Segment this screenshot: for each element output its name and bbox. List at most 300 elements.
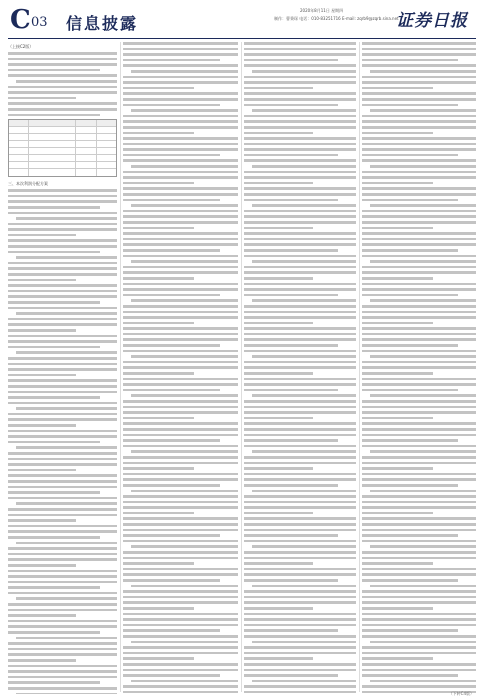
column-divider [359,42,360,692]
table-cell [29,141,76,147]
text-line [8,592,117,595]
text-line [8,97,76,100]
text-line [244,132,313,135]
text-line [131,450,238,453]
text-line [244,182,313,185]
text-line [370,355,476,358]
text-line [16,407,117,410]
text-line [244,126,356,129]
text-line [8,295,117,298]
text-line [244,613,356,616]
text-line [252,450,356,453]
text-line [123,120,238,123]
text-line [370,394,476,397]
text-line [131,355,238,358]
text-line [123,428,238,431]
text-line [244,143,356,146]
section-title: 信息披露 [66,14,139,33]
text-line [362,568,476,571]
column-divider [241,42,242,692]
text-line [244,87,313,90]
text-line [8,497,117,500]
text-line [123,366,238,369]
text-line [123,590,238,593]
text-line [123,557,238,560]
text-line [8,575,117,578]
text-line [244,322,313,325]
text-line [244,411,356,414]
text-line [362,618,476,621]
text-line [123,137,238,140]
table-cell [97,155,116,161]
text-line [8,363,117,366]
table-row [9,127,116,134]
text-line [362,540,476,543]
text-line [362,148,476,151]
text-line [123,652,238,655]
text-line [244,624,356,627]
text-line [123,669,238,672]
table-cell [76,148,96,154]
text-line [123,249,220,252]
text-line [8,385,117,388]
text-line [362,238,476,241]
text-line [244,120,356,123]
text-line [362,316,476,319]
text-line [123,227,194,230]
text-line [244,378,356,381]
paragraph-lines [123,42,238,694]
text-line [123,635,238,638]
text-line [370,641,476,644]
text-line [16,597,117,600]
text-line [123,283,238,286]
text-column-2 [123,42,238,694]
text-line [16,256,117,259]
table-cell [76,127,96,133]
text-line [16,446,117,449]
table-cell [9,169,29,176]
text-line [362,473,476,476]
text-line [244,467,313,470]
text-line [123,115,238,118]
text-line [16,637,117,640]
text-line [244,590,356,593]
text-line [8,424,76,427]
section-code-number: 03 [31,15,48,30]
text-line [362,81,476,84]
text-line [123,327,238,330]
text-line [244,646,356,649]
text-line [362,484,458,487]
text-line [370,585,476,588]
text-line [8,69,100,72]
text-line [8,681,100,684]
text-line [244,445,356,448]
column-heading: 三、本次利润分配方案 [8,181,48,187]
text-line [8,195,117,198]
text-line [8,491,100,494]
text-line [362,657,433,660]
table-cell [97,127,116,133]
text-line [123,551,238,554]
text-line [370,299,476,302]
text-line [252,109,356,112]
text-line [244,171,356,174]
text-line [123,159,238,162]
text-line [123,607,194,610]
text-line [362,215,476,218]
text-line [370,70,476,73]
text-line [8,480,117,483]
text-line [362,366,476,369]
text-line [362,629,458,632]
text-line [8,570,117,573]
text-line [362,669,476,672]
text-line [8,458,117,461]
text-line [8,212,117,215]
table-cell [29,169,76,176]
text-line [123,316,238,319]
text-line [8,614,76,617]
text-line [8,586,100,589]
text-line [131,641,238,644]
text-line [362,646,476,649]
text-line [131,109,238,112]
text-line [8,508,117,511]
text-line [244,389,338,392]
text-line [8,670,117,673]
text-line [370,490,476,493]
text-line [362,422,476,425]
text-line [362,523,476,526]
text-line [123,523,238,526]
text-line [244,579,338,582]
text-line [362,517,476,520]
text-line [123,294,220,297]
table-cell [9,162,29,168]
text-line [244,350,356,353]
table-cell [29,162,76,168]
text-line [123,691,238,694]
text-line [244,495,356,498]
text-line [362,478,476,481]
text-line [362,159,476,162]
text-line [8,486,117,489]
text-line [244,674,338,677]
text-line [362,210,476,213]
table-cell [9,141,29,147]
table-row [9,141,116,148]
text-line [362,624,476,627]
text-line [362,271,476,274]
text-line [362,607,433,610]
text-column-3 [244,42,356,694]
text-line [362,534,458,537]
text-line [8,108,117,111]
text-line [362,171,476,174]
text-line [123,406,238,409]
text-line [362,596,476,599]
paragraph-lines [8,189,117,694]
text-line [8,357,117,360]
text-line [362,283,476,286]
text-line [362,406,476,409]
text-line [244,64,356,67]
text-line [8,452,117,455]
text-line [362,417,433,420]
text-line [123,685,238,688]
text-line [123,81,238,84]
text-line [8,469,76,472]
text-line [362,663,476,666]
text-line [362,126,476,129]
text-line [8,620,117,623]
text-line [244,607,313,610]
text-line [16,217,117,220]
text-line [8,279,76,282]
text-line [131,585,238,588]
table-cell [97,141,116,147]
text-line [362,255,476,258]
text-line [8,536,100,539]
text-line [244,283,356,286]
text-line [8,609,117,612]
text-line [123,484,220,487]
text-line [123,573,238,576]
text-line [8,514,117,517]
text-line [123,199,220,202]
text-line [252,545,356,548]
text-line [123,663,238,666]
text-line [8,262,117,265]
text-line [244,249,338,252]
text-line [8,659,76,662]
data-table [8,119,117,177]
text-line [244,669,356,672]
text-line [8,665,117,668]
table-cell [76,169,96,176]
table-row [9,155,116,162]
text-line [244,685,356,688]
text-line [244,154,338,157]
text-line [123,400,238,403]
text-line [123,338,238,341]
text-line [16,312,117,315]
text-line [252,490,356,493]
text-line [244,517,356,520]
text-line [370,680,476,683]
text-line [8,558,117,561]
text-line [8,245,117,248]
text-line [8,402,117,405]
text-line [123,176,238,179]
text-line [123,512,194,515]
text-line [362,115,476,118]
table-cell [29,127,76,133]
text-line [8,418,117,421]
text-line [123,378,238,381]
text-line [252,204,356,207]
text-line [362,439,458,442]
text-line [244,288,356,291]
text-line [244,573,356,576]
text-line [8,625,117,628]
text-line [244,434,356,437]
text-line [362,428,476,431]
text-line [362,232,476,235]
text-line [370,545,476,548]
text-line [244,271,356,274]
text-line [8,301,100,304]
table-cell [76,141,96,147]
text-line [123,501,238,504]
text-line [244,551,356,554]
text-line [244,333,356,336]
text-line [123,434,238,437]
text-line [370,260,476,263]
editor-line: 制作：曹秉琛 电话：010-83251716 E-mail: zqrb9@zqrb.sina.net [274,16,399,21]
text-line [123,646,238,649]
text-line [131,680,238,683]
text-line [244,221,356,224]
text-line [244,473,356,476]
text-line [8,530,117,533]
text-line [370,165,476,168]
text-line [8,206,100,209]
table-cell [97,148,116,154]
text-line [362,182,433,185]
text-line [362,53,476,56]
text-line [362,294,458,297]
text-line [131,394,238,397]
text-line [8,307,117,310]
text-line [370,450,476,453]
text-line [252,70,356,73]
text-line [123,143,238,146]
text-line [8,74,117,77]
text-line [123,126,238,129]
text-line [8,91,117,94]
text-line [244,338,356,341]
text-line [362,350,476,353]
text-line [362,288,476,291]
text-line [362,227,433,230]
text-line [362,467,433,470]
text-line [123,154,220,157]
table-row [9,120,116,127]
text-line [123,232,238,235]
table-row [9,162,116,169]
text-line [362,104,458,107]
text-line [244,652,356,655]
text-line [244,456,356,459]
text-line [8,273,117,276]
text-line [244,98,356,101]
text-line [362,389,458,392]
text-line [362,76,476,79]
text-line [123,148,238,151]
table-row [9,134,116,141]
text-line [123,495,238,498]
text-line [8,676,117,679]
text-line [123,311,238,314]
table-cell [97,134,116,140]
text-line [244,400,356,403]
text-line [362,652,476,655]
text-line [8,603,117,606]
text-line [123,255,238,258]
text-line [131,490,238,493]
text-line [8,441,100,444]
text-line [8,648,117,651]
text-line [362,143,476,146]
text-line [123,333,238,336]
table-cell [9,120,29,126]
text-line [8,234,76,237]
text-line [244,372,313,375]
text-line [362,562,433,565]
text-line [8,228,117,231]
text-line [123,674,220,677]
column-heading: （上接C2版） [8,44,34,49]
text-line [123,361,238,364]
text-line [362,685,476,688]
text-line [252,260,356,263]
text-line [362,193,476,196]
text-line [244,596,356,599]
text-line [244,484,338,487]
text-line [244,601,356,604]
text-line [123,53,238,56]
text-column-1 [8,42,117,694]
text-line [8,474,117,477]
table-cell [97,162,116,168]
text-line [244,501,356,504]
text-line [8,581,117,584]
text-line [123,266,238,269]
text-line [123,87,194,90]
text-line [244,366,356,369]
text-line [244,629,338,632]
text-line [123,132,194,135]
text-line [8,58,117,61]
newspaper-logo: 证券日报 [396,11,468,31]
text-line [362,154,458,157]
text-line [244,562,313,565]
text-line [362,400,476,403]
text-line [244,176,356,179]
text-line [123,540,238,543]
text-line [123,210,238,213]
table-cell [9,127,29,133]
text-line [8,413,117,416]
text-line [8,284,117,287]
text-line [244,48,356,51]
text-line [244,311,356,314]
text-line [362,199,458,202]
text-line [362,344,458,347]
text-line [362,243,476,246]
text-line [244,238,356,241]
text-line [244,361,356,364]
text-line [244,635,356,638]
text-line [123,601,238,604]
text-line [362,512,433,515]
text-line [123,221,238,224]
text-line [131,165,238,168]
text-line [8,335,117,338]
